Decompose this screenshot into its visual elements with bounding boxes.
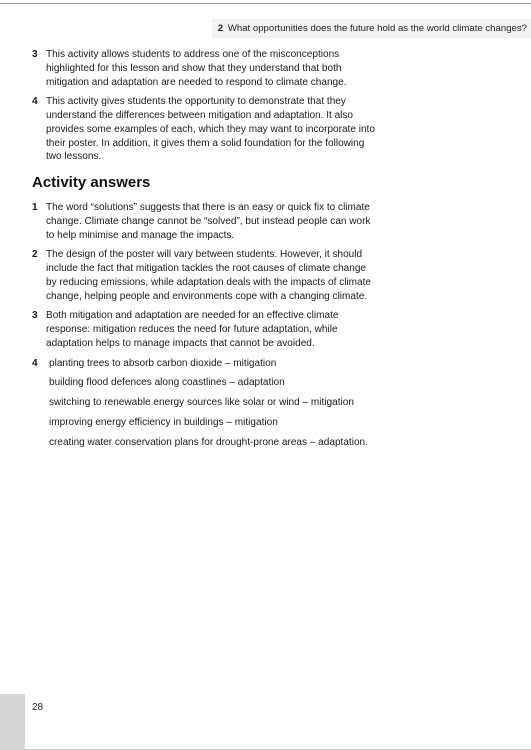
answer-item-4 xyxy=(32,357,377,371)
list-text: planting trees to absorb carbon dioxide – mitigation xyxy=(49,357,277,369)
answer-4-line: switching to renewable energy sources like solar or wind – mitigation xyxy=(49,397,354,408)
answer-item-2 xyxy=(32,248,377,303)
list-number: 4 xyxy=(32,357,38,369)
list-number: 4 xyxy=(32,96,38,108)
answer-item-1 xyxy=(32,201,377,242)
list-text: This activity gives students the opportunity to demonstrate that they understand the differences between mitigation and adaptation. It also provides some examples of each, which they may want to incorporate into their poster. In addition, it gives them a solid foundation for the following two lessons. xyxy=(46,96,375,163)
page-number: 28 xyxy=(32,702,44,713)
answer-4-line: creating water conservation plans for drought-prone areas – adaptation. xyxy=(49,436,368,448)
list-text: The design of the poster will vary between students. However, it should include the fact that mitigation tackles the root causes of climate change by reducing emissions, while adaptation deals with the impacts of climate change, helping people and environments cope with a changing climate. xyxy=(46,249,372,302)
answer-4-line: improving energy efficiency in buildings – mitigation xyxy=(49,416,278,428)
top-rule xyxy=(0,3,531,4)
page-content xyxy=(32,48,377,449)
teacher-note-4 xyxy=(32,95,377,164)
answer-4-line: building flood defences along coastlines – adaptation xyxy=(49,377,285,389)
chapter-number: 2 xyxy=(217,23,224,34)
chapter-header xyxy=(212,19,531,38)
list-text: The word “solutions” suggests that there is an easy or quick fix to climate change. Climate change cannot be “solved”, but instead people can work to help minimise and manage the impacts. xyxy=(46,202,371,241)
list-number: 3 xyxy=(32,49,38,60)
list-number: 2 xyxy=(32,249,38,261)
list-number: 1 xyxy=(32,202,38,213)
list-text: Both mitigation and adaptation are needed for an effective climate response: mitigation reduces the need for future adaptation, while adaptation helps to manage impacts that cannot be avoided. xyxy=(46,310,339,349)
list-number: 3 xyxy=(32,310,38,322)
chapter-title: What opportunities does the future hold as the world climate changes? xyxy=(227,23,527,34)
teacher-note-3 xyxy=(32,48,377,89)
activity-answers-heading: Activity answers xyxy=(32,174,151,191)
answer-item-3 xyxy=(32,309,377,350)
page-corner-tab xyxy=(0,694,25,750)
list-text: This activity allows students to address one of the misconceptions highlighted for this lesson and show that they understand that both mitigation and adaptation are needed to respond to climate change. xyxy=(46,49,347,88)
